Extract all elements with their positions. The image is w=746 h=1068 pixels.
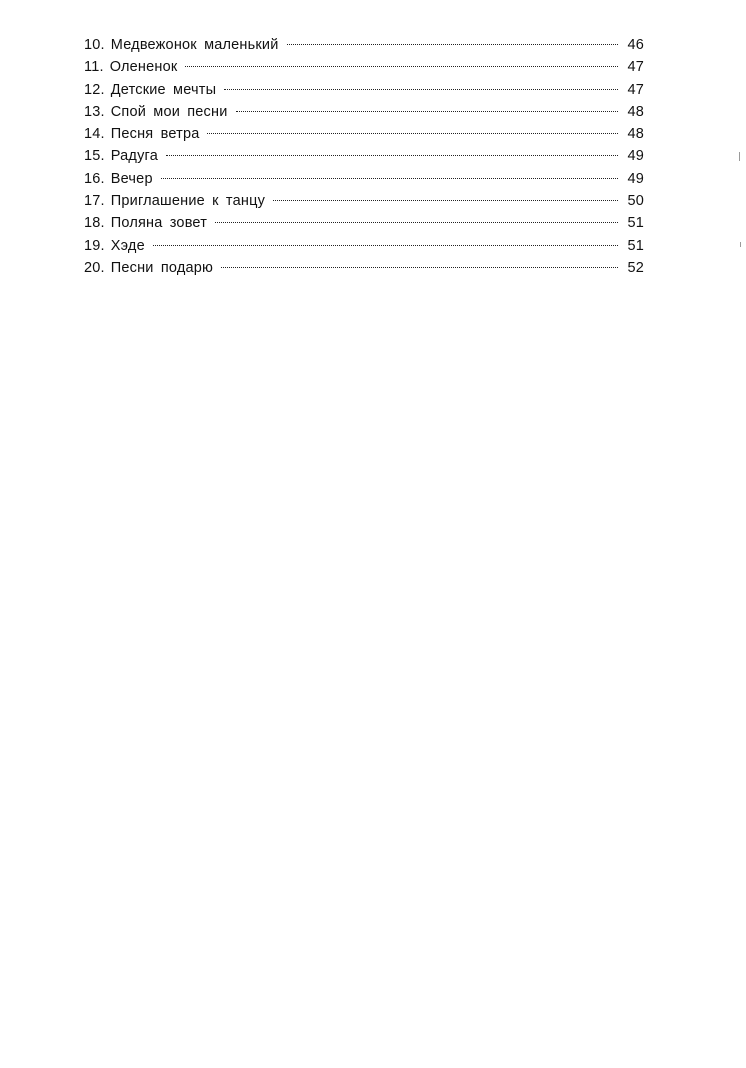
dot-leader bbox=[273, 200, 618, 201]
toc-entry-number: 19. bbox=[84, 237, 105, 254]
dot-leader bbox=[287, 44, 618, 45]
toc-entry bbox=[84, 34, 646, 56]
dot-leader bbox=[161, 178, 618, 179]
dot-leader bbox=[236, 111, 618, 112]
toc-entry-title: Детские мечты bbox=[110, 81, 217, 98]
toc-entry bbox=[84, 257, 646, 279]
toc-entry-page: 46 bbox=[627, 37, 644, 53]
toc-entry bbox=[84, 101, 646, 123]
toc-entry-title: Приглашение к танцу bbox=[110, 193, 266, 210]
toc-entry-title: Песни подарю bbox=[110, 259, 214, 276]
toc-entry bbox=[84, 168, 646, 190]
toc-entry-title: Радуга bbox=[110, 148, 158, 165]
toc-entry-number: 20. bbox=[84, 259, 105, 276]
toc-entry bbox=[84, 145, 646, 167]
toc-entry bbox=[84, 56, 646, 78]
toc-entry-page: 52 bbox=[627, 259, 644, 276]
toc-entry-number: 16. bbox=[84, 170, 105, 187]
toc-entry-title: Поляна зовет bbox=[110, 215, 208, 232]
table-of-contents bbox=[84, 34, 646, 279]
dot-leader bbox=[153, 245, 618, 246]
toc-entry-title: Медвежонок маленький bbox=[110, 37, 279, 53]
margin-scan-mark bbox=[740, 242, 741, 247]
dot-leader bbox=[224, 89, 618, 90]
toc-entry-page: 51 bbox=[627, 215, 644, 232]
dot-leader bbox=[166, 155, 618, 156]
toc-entry-number: 11. bbox=[84, 59, 104, 76]
toc-entry-page: 51 bbox=[627, 237, 644, 254]
dot-leader bbox=[221, 267, 618, 268]
toc-entry bbox=[84, 190, 646, 212]
toc-entry bbox=[84, 123, 646, 145]
toc-entry-page: 48 bbox=[627, 126, 644, 143]
toc-entry-page: 47 bbox=[627, 59, 644, 76]
toc-entry-page: 49 bbox=[627, 148, 644, 165]
toc-entry-title: Спой мои песни bbox=[110, 103, 228, 120]
toc-entry-page: 47 bbox=[627, 81, 644, 98]
toc-entry-page: 50 bbox=[627, 193, 644, 210]
toc-entry-number: 17. bbox=[84, 193, 105, 210]
toc-entry bbox=[84, 235, 646, 257]
toc-entry-number: 12. bbox=[84, 81, 105, 98]
dot-leader bbox=[185, 66, 618, 67]
margin-scan-mark bbox=[739, 152, 740, 161]
toc-entry-number: 10. bbox=[84, 37, 105, 53]
toc-entry bbox=[84, 212, 646, 234]
toc-entry bbox=[84, 79, 646, 101]
toc-entry-number: 13. bbox=[84, 103, 105, 120]
toc-entry-number: 18. bbox=[84, 215, 105, 232]
toc-entry-title: Песня ветра bbox=[110, 126, 200, 143]
dot-leader bbox=[215, 222, 618, 223]
toc-entry-number: 15. bbox=[84, 148, 105, 165]
dot-leader bbox=[207, 133, 618, 134]
toc-entry-number: 14. bbox=[84, 126, 105, 143]
toc-entry-title: Хэде bbox=[110, 237, 145, 254]
toc-entry-page: 49 bbox=[627, 170, 644, 187]
toc-entry-title: Олененок bbox=[109, 59, 178, 76]
toc-entry-title: Вечер bbox=[110, 170, 153, 187]
toc-entry-page: 48 bbox=[627, 103, 644, 120]
